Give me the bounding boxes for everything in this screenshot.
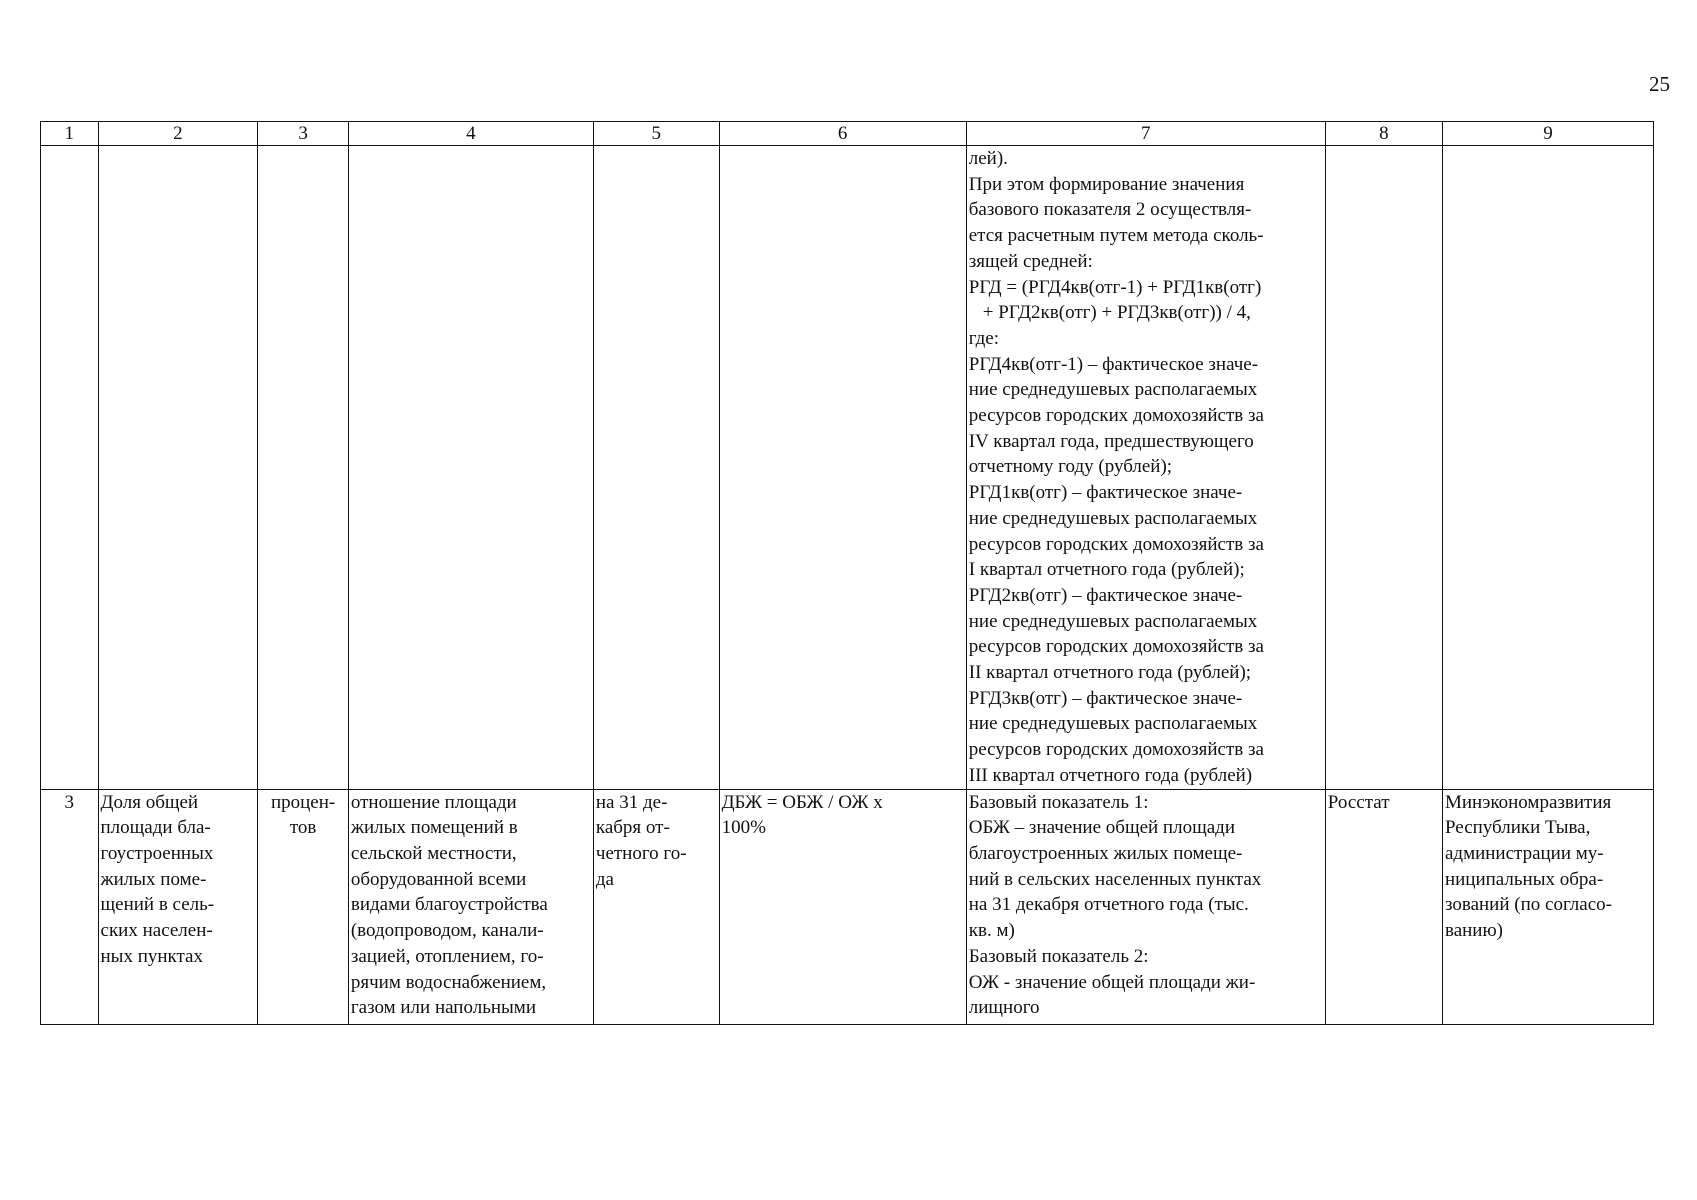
column-number: 9 xyxy=(1442,122,1653,146)
formula-line: ДБЖ = ОБЖ / ОЖ х xyxy=(721,791,883,813)
text-line: IV квартал года, предшествующего xyxy=(968,430,1254,452)
table-row-3 xyxy=(41,789,1654,1024)
row-number: 3 xyxy=(64,791,74,813)
text-line: тов xyxy=(289,817,317,839)
empty-cell xyxy=(98,146,258,790)
text-line: ресурсов городских домохозяйств за xyxy=(968,533,1264,555)
text-line: ресурсов городских домохозяйств за xyxy=(968,739,1264,761)
text-line: сельской местности, xyxy=(350,842,517,864)
text-line: ОЖ - значение общей площади жи- xyxy=(968,971,1256,993)
text-line: ресурсов городских домохозяйств за xyxy=(968,405,1264,427)
text-line: газом или напольными xyxy=(350,997,536,1019)
text-line: РГД2кв(отг) – фактическое значе- xyxy=(968,584,1243,606)
column-number: 5 xyxy=(593,122,719,146)
text-line: базового показателя 2 осуществля- xyxy=(968,199,1252,221)
column-number: 6 xyxy=(719,122,966,146)
text-line: жилых помещений в xyxy=(350,817,518,839)
data-source-cell xyxy=(1325,789,1442,1024)
column-number: 1 xyxy=(41,122,99,146)
text-line: гоустроенных xyxy=(100,842,214,864)
formula-line: РГД = (РГД4кв(отг-1) + РГД1кв(отг) xyxy=(968,276,1262,298)
empty-cell xyxy=(258,146,349,790)
text-line: процен- xyxy=(270,791,336,813)
date-cell xyxy=(593,789,719,1024)
calculation-method-cell xyxy=(966,146,1325,790)
formula-line: + РГД2кв(отг) + РГД3кв(отг)) / 4, xyxy=(982,302,1251,324)
text-line: Республики Тыва, xyxy=(1444,817,1591,839)
text-line: жилых поме- xyxy=(100,868,207,890)
column-number: 2 xyxy=(98,122,258,146)
text-line: Минэкономразвития xyxy=(1444,791,1612,813)
text-line: ниципальных обра- xyxy=(1444,868,1604,890)
text-line: да xyxy=(595,868,614,890)
text-line: РГД1кв(отг) – фактическое значе- xyxy=(968,482,1243,504)
text-line: где: xyxy=(968,327,999,349)
row-number-cell xyxy=(41,789,99,1024)
text-line: видами благоустройства xyxy=(350,894,548,916)
page-number: 25 xyxy=(1649,72,1670,96)
text-line: зований (по согласо- xyxy=(1444,894,1612,916)
text-line: ется расчетным путем метода сколь- xyxy=(968,225,1264,247)
text-line: ских населен- xyxy=(100,920,213,942)
text-line: ных пунктах xyxy=(100,945,203,967)
text-line: четного го- xyxy=(595,842,687,864)
responsible-cell xyxy=(1442,789,1653,1024)
text-line: отношение площади xyxy=(350,791,517,813)
column-number-header xyxy=(41,122,1654,146)
text-line: ОБЖ – значение общей площади xyxy=(968,817,1235,839)
text-line: зящей средней: xyxy=(968,250,1093,272)
text-line: администрации му- xyxy=(1444,842,1604,864)
text-line: ресурсов городских домохозяйств за xyxy=(968,636,1264,658)
text-line: Росстат xyxy=(1327,791,1390,813)
text-line: кабря от- xyxy=(595,817,670,839)
text-line: лищного xyxy=(968,997,1040,1019)
definition-cell xyxy=(348,789,593,1024)
text-line: ванию) xyxy=(1444,920,1503,942)
text-line: РГД3кв(отг) – фактическое значе- xyxy=(968,687,1243,709)
text-line: на 31 де- xyxy=(595,791,668,813)
text-line: ние среднедушевых располагаемых xyxy=(968,507,1258,529)
unit-cell xyxy=(258,789,349,1024)
indicator-table xyxy=(40,121,1654,1025)
text-line: на 31 декабря отчетного года (тыс. xyxy=(968,894,1249,916)
text-line: ние среднедушевых располагаемых xyxy=(968,713,1258,735)
text-line: II квартал отчетного года (рублей); xyxy=(968,662,1252,684)
text-line: отчетному году (рублей); xyxy=(968,456,1173,478)
text-line: щений в сель- xyxy=(100,894,215,916)
text-line: оборудованной всеми xyxy=(350,868,527,890)
column-number: 3 xyxy=(258,122,349,146)
text-line: кв. м) xyxy=(968,920,1015,942)
text-line: При этом формирование значения xyxy=(968,173,1245,195)
table-row-continuation xyxy=(41,146,1654,790)
column-number: 4 xyxy=(348,122,593,146)
text-line: благоустроенных жилых помеще- xyxy=(968,842,1243,864)
column-number: 7 xyxy=(966,122,1325,146)
empty-cell xyxy=(1325,146,1442,790)
text-line: РГД4кв(отг-1) – фактическое значе- xyxy=(968,353,1259,375)
empty-cell xyxy=(593,146,719,790)
formula-cell xyxy=(719,789,966,1024)
text-line: I квартал отчетного года (рублей); xyxy=(968,559,1245,581)
text-line: рячим водоснабжением, xyxy=(350,971,547,993)
empty-cell xyxy=(348,146,593,790)
empty-cell xyxy=(1442,146,1653,790)
text-line: Базовый показатель 1: xyxy=(968,791,1149,813)
formula-line: 100% xyxy=(721,817,766,839)
text-line: ние среднедушевых располагаемых xyxy=(968,610,1258,632)
base-indicators-cell xyxy=(966,789,1325,1024)
text-line: ние среднедушевых располагаемых xyxy=(968,379,1258,401)
text-line: Базовый показатель 2: xyxy=(968,945,1149,967)
text-line: ний в сельских населенных пунктах xyxy=(968,868,1262,890)
text-line: лей). xyxy=(968,148,1008,169)
empty-cell xyxy=(719,146,966,790)
text-line: площади бла- xyxy=(100,817,211,839)
column-number: 8 xyxy=(1325,122,1442,146)
text-line: зацией, отоплением, го- xyxy=(350,945,544,967)
empty-cell xyxy=(41,146,99,790)
text-line: Доля общей xyxy=(100,791,199,813)
text-line: III квартал отчетного года (рублей) xyxy=(968,764,1253,786)
indicator-name-cell xyxy=(98,789,258,1024)
text-line: (водопроводом, канали- xyxy=(350,920,544,942)
